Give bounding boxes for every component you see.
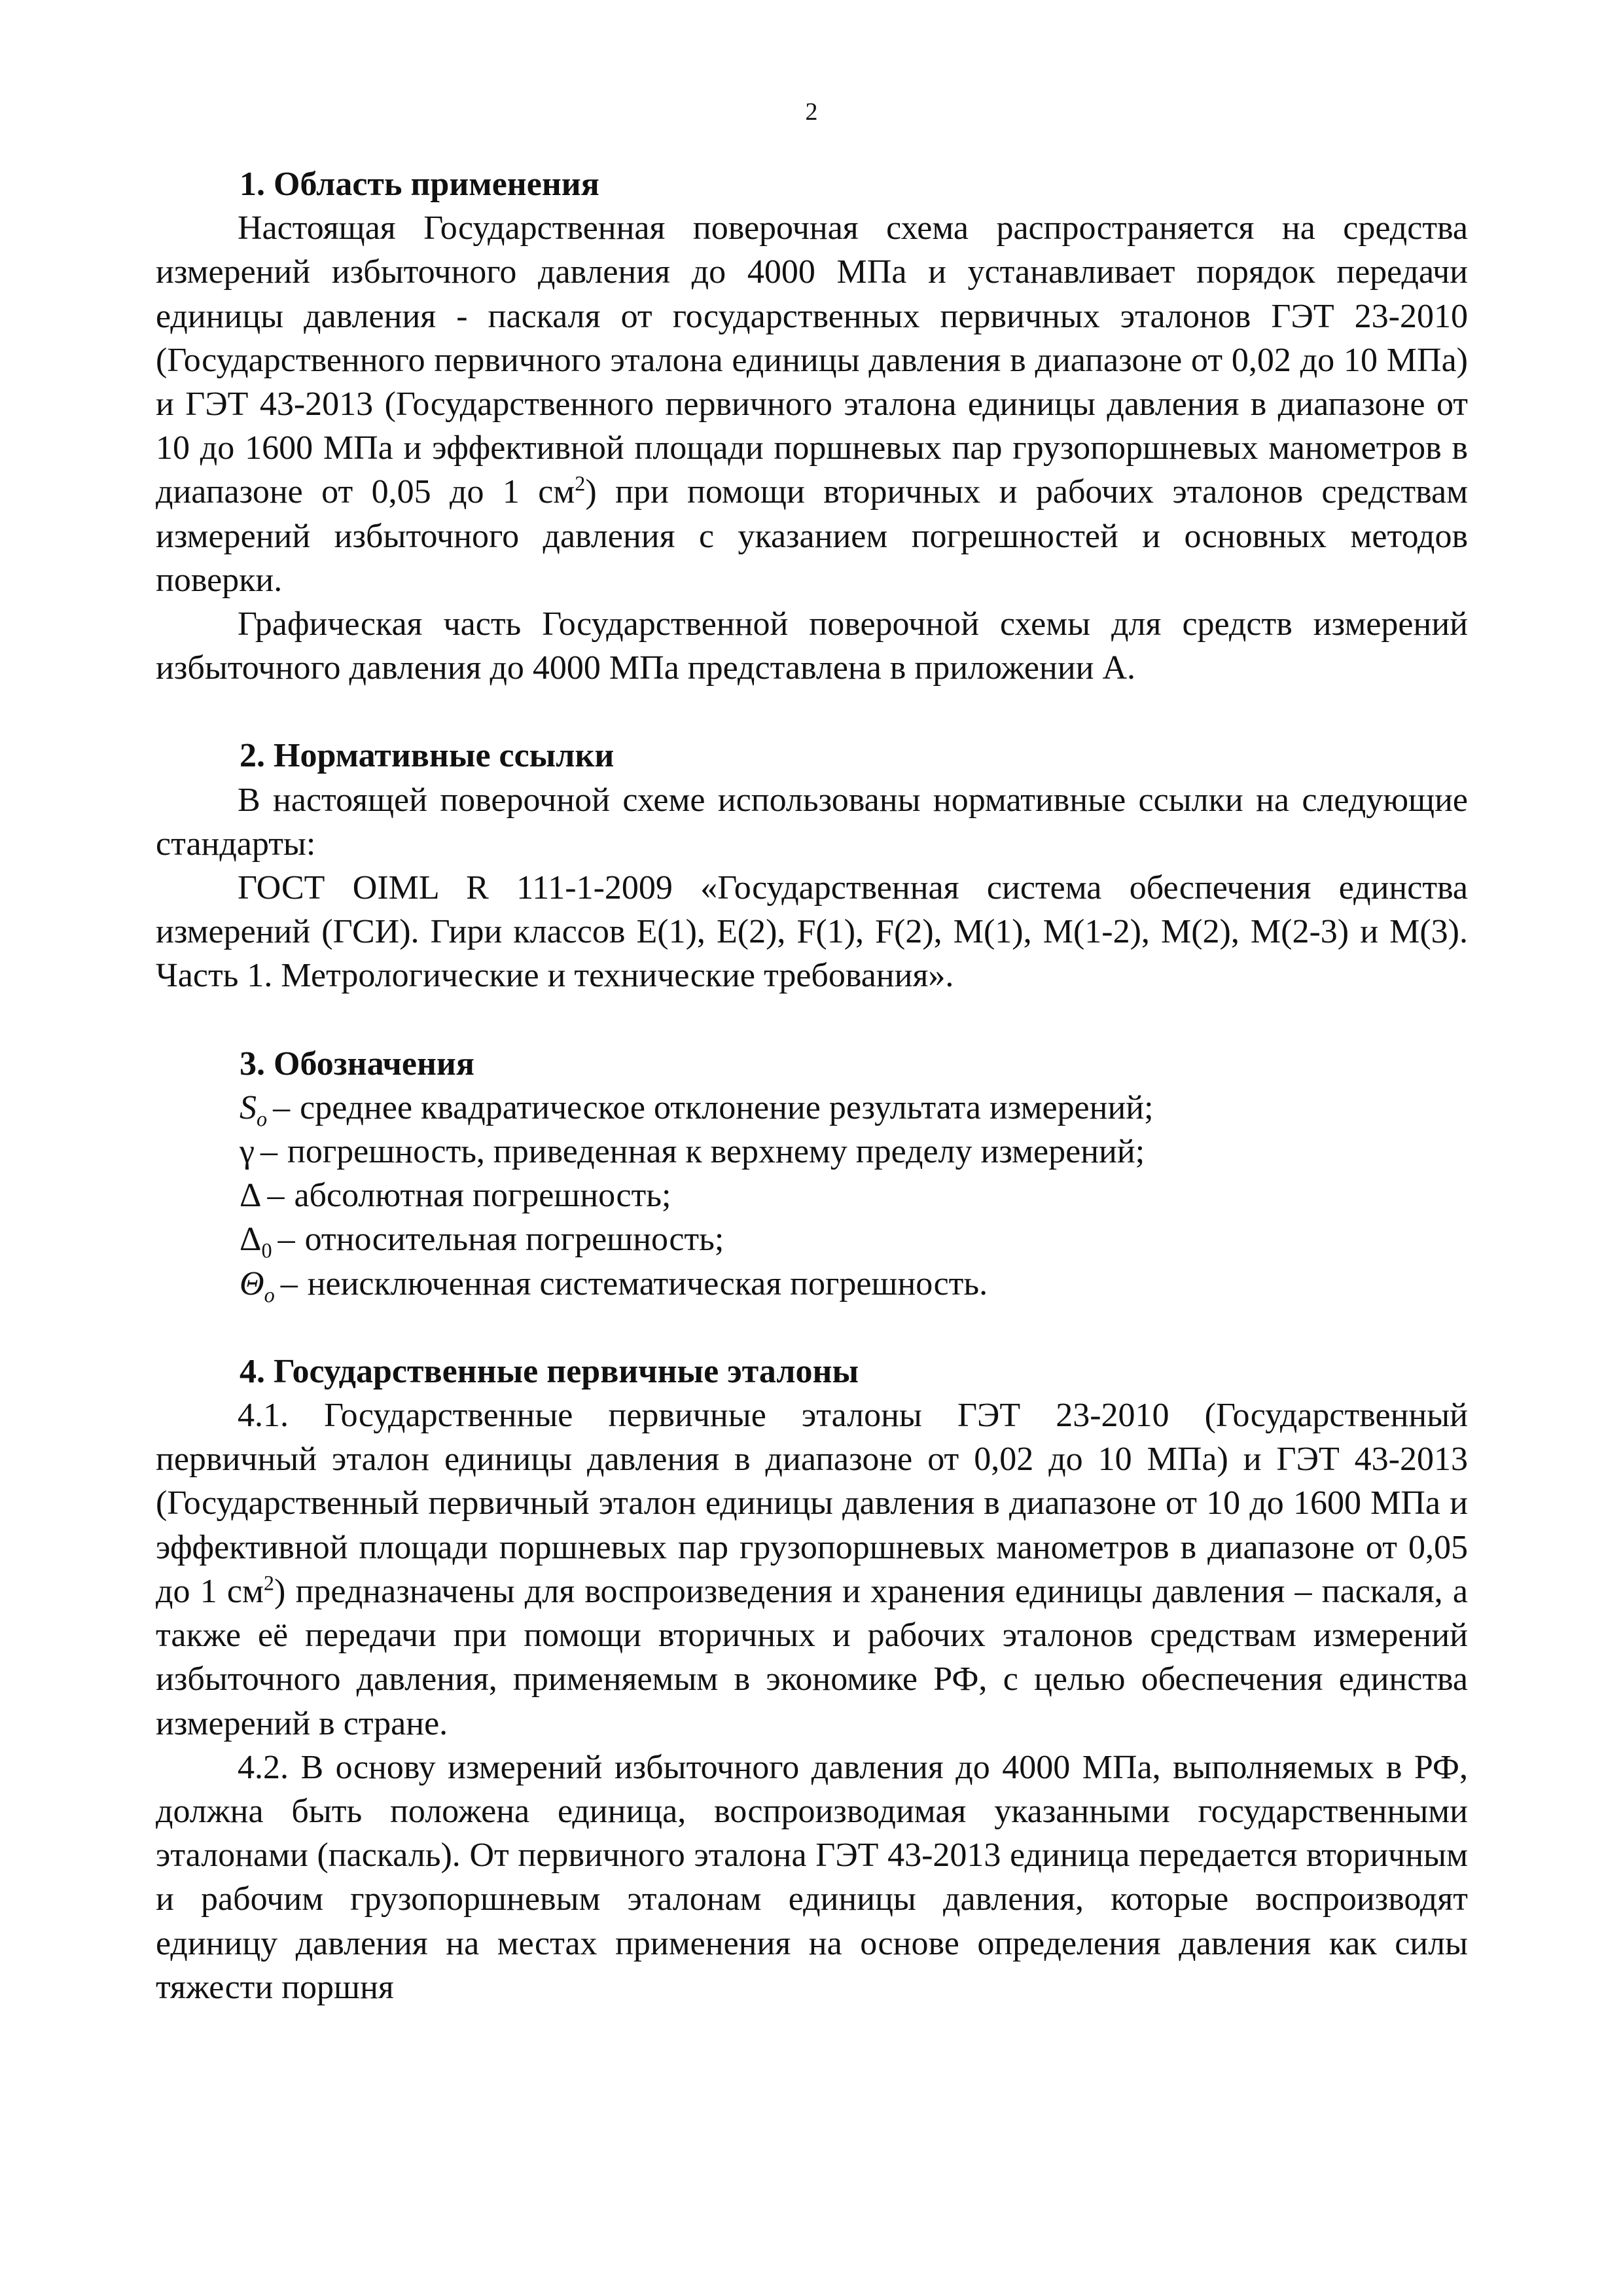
paragraph [156, 1393, 1468, 1746]
paragraph: ГОСТ OIML R 111-1-2009 «Государственная система обеспечения единства измерений (ГСИ). Гири классов Е(1), Е(2), F(1), F(2), М(1), М(1-2), М(2), М(2-3) и М(3). Часть 1. Метрологические и технические требования». [156, 869, 1468, 995]
dash: – [277, 1221, 295, 1259]
page-number: 2 [805, 98, 818, 126]
symbol [240, 1086, 267, 1130]
section-heading: 3. Обозначения [240, 1045, 474, 1083]
dash: – [280, 1265, 298, 1302]
symbol-base: Δ [240, 1177, 262, 1215]
paragraph-text: ) при помощи вторичных и рабочих эталонов средствам измерений избыточного давления с указанием погрешностей и основных методов поверки. [156, 473, 1469, 599]
symbol-definition [240, 1086, 1468, 1130]
symbol-description: среднее квадратическое отклонение результата измерений; [300, 1088, 1154, 1126]
symbol-definition [240, 1174, 1468, 1217]
symbol-base: Θ [240, 1265, 264, 1302]
superscript: 2 [263, 1571, 275, 1595]
section-primary-standards [156, 1350, 1468, 2009]
symbol-definition [240, 1262, 1468, 1306]
section-references [156, 734, 1468, 997]
paragraph: 4.2. В основу измерений избыточного давления до 4000 МПа, выполняемых в РФ, должна быть положена единица, воспроизводимая указанными государственными эталонами (паскаль). От первичного эталона ГЭТ 43-2013 единица передается вторичным и рабочим грузопоршневым эталонам единицы давления, которые воспроизводят единицу давления на местах применения на основе определения давления как силы тяжести поршня [156, 1748, 1468, 2006]
paragraph [156, 206, 1468, 602]
symbol-description: погрешность, приведенная к верхнему пределу измерений; [287, 1133, 1145, 1171]
paragraph-text: ) предназначены для воспроизведения и хранения единицы давления – паскаля, а также её передачи при помощи вторичных и рабочих эталонов средствам измерений избыточного давления, применяемым в экономике РФ, с целью обеспечения единства измерений в стране. [156, 1572, 1468, 1742]
symbol-description: относительная погрешность; [304, 1221, 724, 1259]
section-heading: 1. Область применения [240, 166, 599, 203]
symbol [240, 1262, 275, 1306]
symbol-description: абсолютная погрешность; [294, 1177, 671, 1215]
section-heading: 2. Нормативные ссылки [240, 737, 615, 775]
paragraph-text: 4.1. Государственные первичные эталоны ГЭТ 23-2010 (Государственный первичный эталон единицы давления в диапазоне от 0,02 до 10 МПа) и ГЭТ 43-2013 (Государственный первичный эталон единицы давления в диапазоне от 10 до 1600 МПа и эффективной площади поршневых пар грузопоршневых манометров в диапазоне от 0,05 до 1 см [156, 1397, 1468, 1610]
symbol [240, 1130, 255, 1174]
symbol-subscript: о [264, 1283, 275, 1307]
symbol-base: Δ [240, 1221, 262, 1259]
symbol-subscript: о [257, 1107, 268, 1131]
dash: – [260, 1133, 277, 1171]
symbol-description: неисключенная систематическая погрешность. [307, 1265, 988, 1302]
paragraph: В настоящей поверочной схеме использованы нормативные ссылки на следующие стандарты: [156, 781, 1468, 863]
paragraph-text: Настоящая Государственная поверочная схема распространяется на средства измерений избыточного давления до 4000 МПа и устанавливает порядок передачи единицы давления - паскаля от государственных первичных эталонов ГЭТ 23-2010 (Государственного первичного эталона единицы давления в диапазоне от 0,02 до 10 МПа) и ГЭТ 43-2013 (Государственного первичного эталона единицы давления в диапазоне от 10 до 1600 МПа и эффективной площади поршневых пар грузопоршневых манометров в диапазоне от 0,05 до 1 см [156, 209, 1468, 511]
paragraph: Графическая часть Государственной поверочной схемы для средств измерений избыточного давления до 4000 МПа представлена в приложении А. [156, 605, 1468, 687]
symbol-base: S [240, 1088, 257, 1126]
dash: – [273, 1088, 291, 1126]
section-heading: 4. Государственные первичные эталоны [240, 1352, 859, 1390]
document-body [156, 162, 1468, 2009]
symbol-base: γ [240, 1133, 255, 1171]
section-scope [156, 162, 1468, 690]
symbol-subscript: 0 [261, 1238, 272, 1263]
dash: – [267, 1177, 285, 1215]
section-symbols [156, 1042, 1468, 1306]
symbol-definition [240, 1217, 1468, 1261]
symbol [240, 1174, 261, 1217]
symbol [240, 1217, 272, 1261]
superscript: 2 [575, 472, 586, 496]
symbol-definition [240, 1130, 1468, 1174]
